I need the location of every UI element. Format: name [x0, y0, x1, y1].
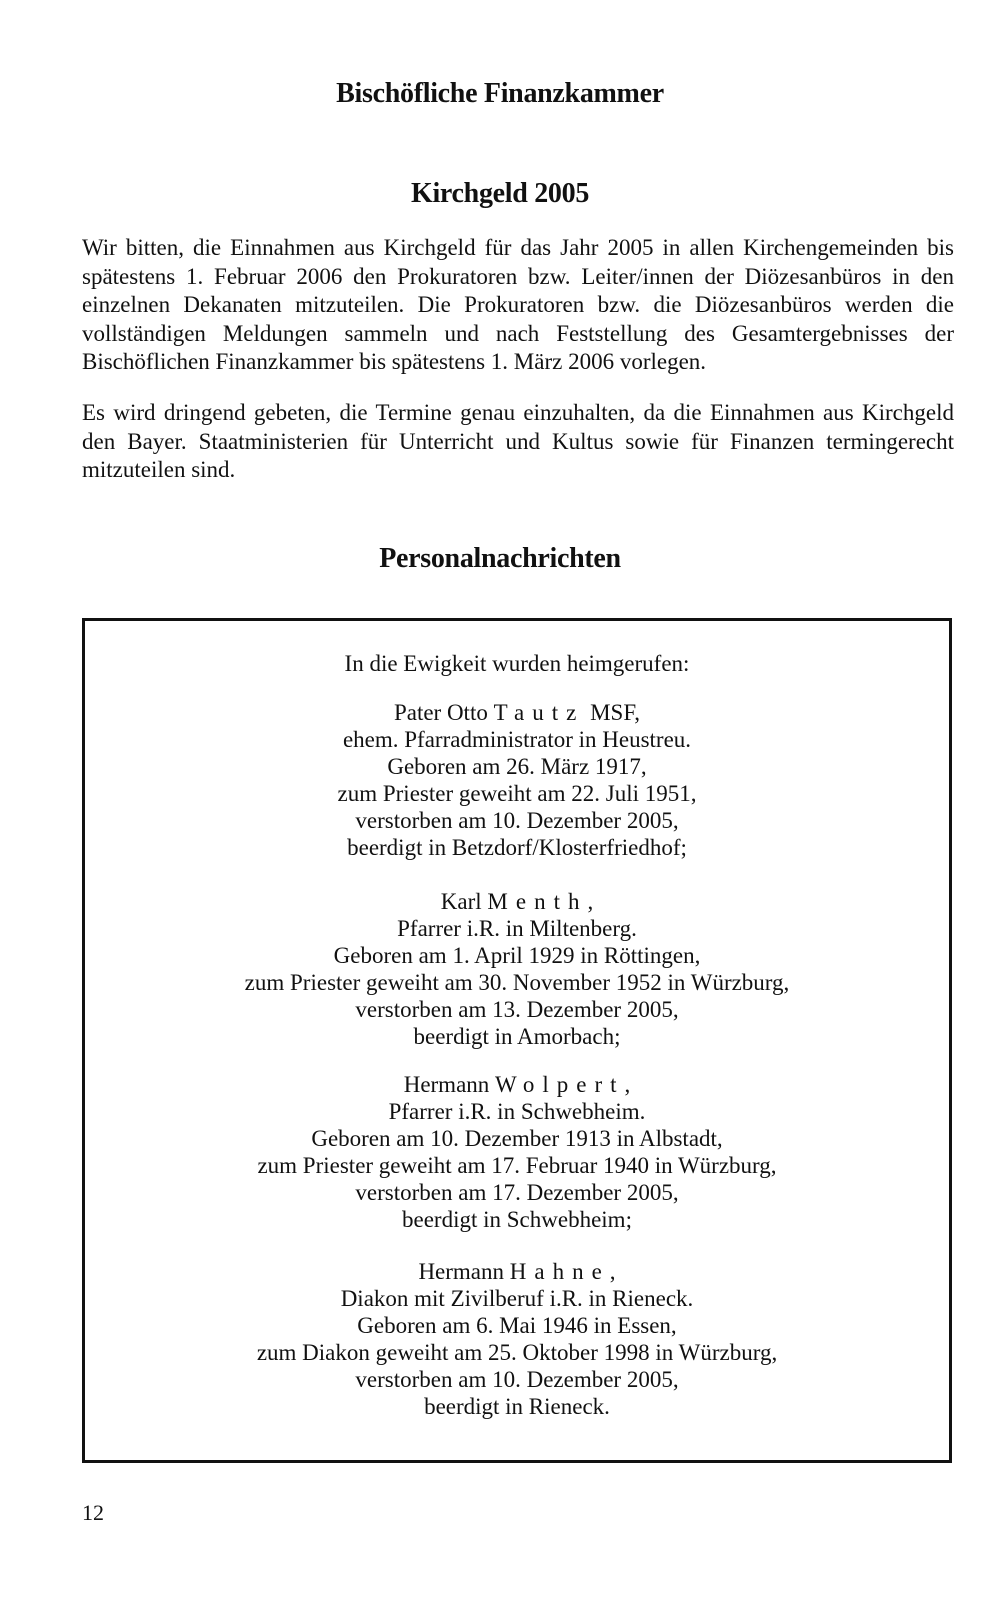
obituary-office: Pfarrer i.R. in Miltenberg.	[397, 916, 637, 941]
obituary-buried: beerdigt in Betzdorf/Klosterfriedhof;	[347, 835, 687, 860]
section-title-kirchgeld: Kirchgeld 2005	[410, 178, 590, 209]
obituary-born: Geboren am 6. Mai 1946 in Essen,	[357, 1313, 677, 1338]
obituary-office: Diakon mit Zivilberuf i.R. in Rieneck.	[340, 1286, 694, 1311]
obituary-office: Pfarrer i.R. in Schwebheim.	[388, 1099, 646, 1124]
kirchgeld-paragraph-1: Wir bitten, die Einnahmen aus Kirchgeld für das Jahr 2005 in allen Kirchengemeinden bis spätestens 1. Februar 2006 den Prokuratoren bzw. Leiter/innen der Diözesanbüros in den einzelnen Dekanaten mitzuteilen. Die Prokuratoren bzw. die Diözesanbüros werden die vollständigen Meldungen sammeln und nach Feststellung des Gesamtergebnisses der Bischöflichen Finanzkammer bis spätestens 1. März 2006 vorlegen.	[82, 235, 954, 374]
obituary-buried: beerdigt in Rieneck.	[424, 1394, 610, 1419]
obituary-entry	[85, 1071, 949, 1233]
obituary-buried: beerdigt in Schwebheim;	[402, 1207, 632, 1232]
last-name: Tautz	[493, 700, 585, 725]
obituary-died: verstorben am 10. Dezember 2005,	[355, 1367, 679, 1392]
section-title-personal: Personalnachrichten	[379, 543, 621, 574]
obituary-born: Geboren am 26. März 1917,	[387, 754, 647, 779]
obituary-died: verstorben am 10. Dezember 2005,	[355, 808, 679, 833]
page-title: Bischöfliche Finanzkammer	[336, 78, 664, 109]
last-name: Hahne	[509, 1259, 610, 1284]
first-name: Hermann	[403, 1072, 490, 1097]
obituary-entry	[85, 888, 949, 1050]
obituary-name	[85, 1071, 949, 1098]
obituary-name	[85, 699, 949, 726]
obituary-born: Geboren am 1. April 1929 in Röttingen,	[333, 943, 701, 968]
name-suffix: ,	[624, 1072, 631, 1097]
obituary-died: verstorben am 13. Dezember 2005,	[355, 997, 679, 1022]
obituary-entry	[85, 1258, 949, 1420]
name-suffix: ,	[587, 889, 594, 914]
obituary-entry	[85, 699, 949, 861]
name-suffix: ,	[609, 1259, 616, 1284]
kirchgeld-paragraph-2: Es wird dringend gebeten, die Termine genau einzuhalten, da die Einnahmen aus Kirchgeld den Bayer. Staatministerien für Unterricht und Kultus sowie für Finanzen termingerecht mitzuteilen sind.	[82, 400, 954, 482]
obituary-buried: beerdigt in Amorbach;	[413, 1024, 621, 1049]
last-name: Wolpert	[495, 1072, 625, 1097]
obituary-ordained: zum Diakon geweiht am 25. Oktober 1998 in Würzburg,	[256, 1340, 778, 1365]
obituary-ordained: zum Priester geweiht am 30. November 1952 in Würzburg,	[244, 970, 790, 995]
first-name: Hermann	[418, 1259, 505, 1284]
obituary-office: ehem. Pfarradministrator in Heustreu.	[342, 727, 692, 752]
first-name: Karl	[440, 889, 482, 914]
name-suffix: MSF,	[584, 700, 641, 725]
obituary-ordained: zum Priester geweiht am 17. Februar 1940 in Würzburg,	[257, 1153, 777, 1178]
last-name: Menth	[487, 889, 588, 914]
obituary-name	[85, 1258, 949, 1285]
page-number: 12	[82, 1500, 104, 1525]
obituary-born: Geboren am 10. Dezember 1913 in Albstadt,	[311, 1126, 723, 1151]
obituary-box	[82, 618, 952, 1463]
obituary-box-heading: In die Ewigkeit wurden heimgerufen:	[344, 651, 690, 676]
obituary-died: verstorben am 17. Dezember 2005,	[355, 1180, 679, 1205]
obituary-ordained: zum Priester geweiht am 22. Juli 1951,	[337, 781, 697, 806]
first-name: Pater Otto	[393, 700, 488, 725]
obituary-name	[85, 888, 949, 915]
